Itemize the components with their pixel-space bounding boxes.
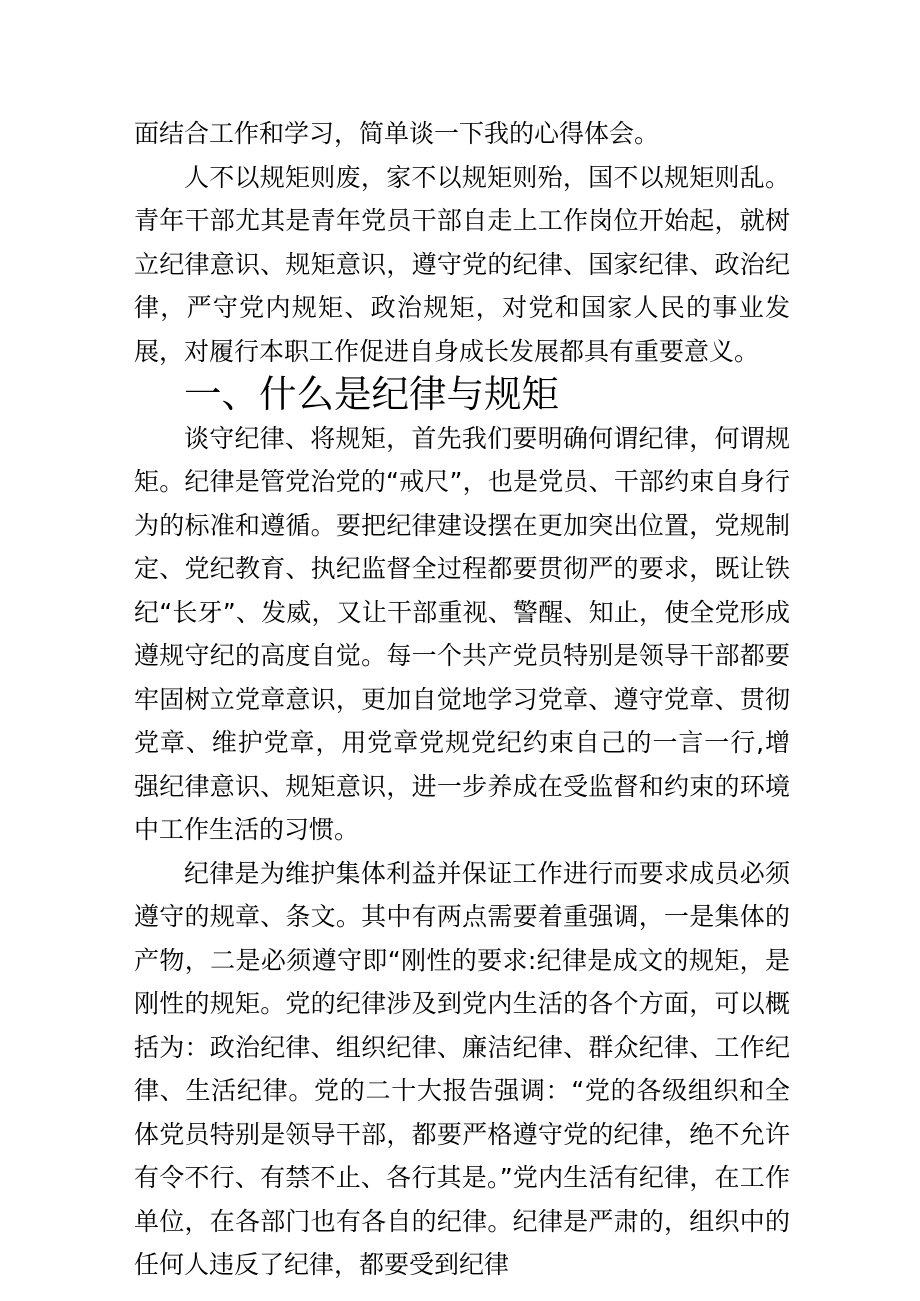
paragraph-intro: 人不以规矩则废，家不以规矩则殆，国不以规矩则乱。青年干部尤其是青年党员干部自走上工作岗位开始起，就树立纪律意识、规矩意识，遵守党的纪律、国家纪律、政治纪律，严守党内规矩、政治规矩，对党和国家人民的事业发展，对履行本职工作促进自身成长发展都具有重要意义。 [134, 162, 790, 366]
section-heading: 一、什么是纪律与规矩 [184, 372, 559, 416]
document-body [134, 112, 790, 1287]
paragraph-continuation: 面结合工作和学习，简单谈一下我的心得体会。 [134, 119, 660, 148]
paragraph-discipline-definition: 谈守纪律、将规矩，首先我们要明确何谓纪律，何谓规矩。纪律是管党治党的“戒尺”，也是党员、干部约束自身行为的标准和遵循。要把纪律建设摆在更加突出位置，党规制定、党纪教育、执纪监督全过程都要贯彻严的要求，既让铁纪“长牙”、发威，又让干部重视、警醒、知止，使全党形成遵规守纪的高度自觉。每一个共产党员特别是领导干部都要牢固树立党章意识，更加自觉地学习党章、遵守党章、贯彻党章、维护党章，用党章党规党纪约束自己的一言一行,增强纪律意识、规矩意识，进一步养成在受监督和约束的环境中工作生活的习惯。 [134, 423, 790, 844]
paragraph-discipline-rules: 纪律是为维护集体利益并保证工作进行而要求成员必须遵守的规章、条文。其中有两点需要着重强调，一是集体的产物，二是必须遵守即“刚性的要求:纪律是成文的规矩，是刚性的规矩。党的纪律涉及到党内生活的各个方面，可以概括为：政治纪律、组织纪律、廉洁纪律、群众纪律、工作纪律、生活纪律。党的二十大报告强调：“党的各级组织和全体党员特别是领导干部，都要严格遵守党的纪律，绝不允许有令不行、有禁不止、各行其是。”党内生活有纪律，在工作单位，在各部门也有各自的纪律。纪律是严肃的，组织中的任何人违反了纪律，都要受到纪律 [134, 858, 790, 1279]
